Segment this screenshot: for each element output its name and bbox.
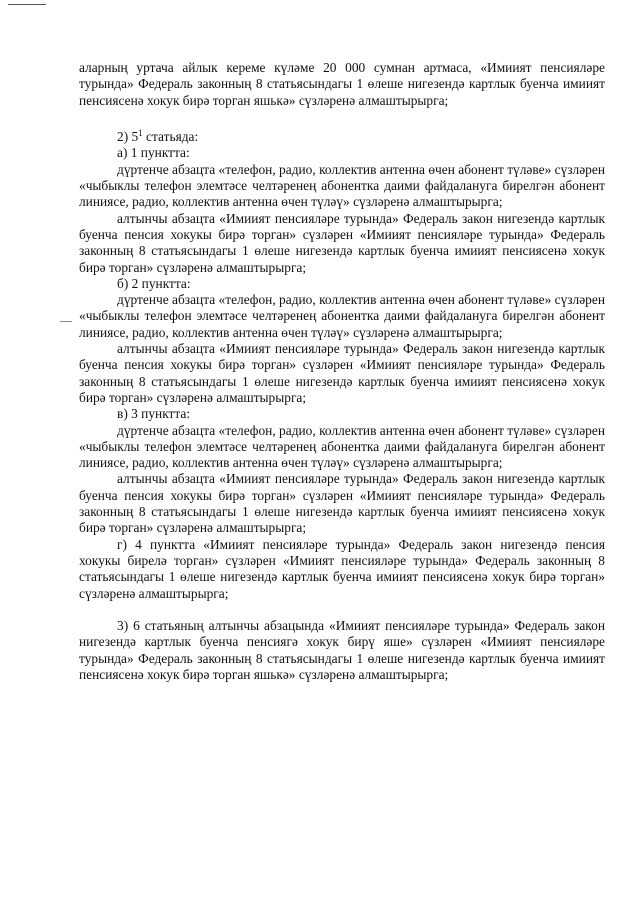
document-body: [79, 60, 605, 683]
subitem-v-paragraph-2: алтынчы абзацта «Имиият пенсияләре турында» Федераль закон нигезендә картлык буенча пенсия хокукы бирә торган» сүзләрен «Имиият пенсияләре турында» Федераль законның 8 статьясындагы 1 өлеше нигезендә картлык буенча имиият пенсиясенә хокук бирә торган» сүзләренә алмаштырырга;: [79, 471, 605, 536]
subitem-g-paragraph: г) 4 пунктта «Имиият пенсияләре турында» Федераль закон нигезендә пенсия хокукы бирелә торган» сүзләрен «Имиият пенсияләре турында» Федераль законның 8 статьясындагы 1 өлеше нигезендә картлык буенча имиият пенсиясенә хокук бирә торган» сүзләренә алмаштырырга;: [79, 536, 605, 601]
item-2-superscript: 1: [138, 128, 143, 139]
top-rule: [8, 4, 46, 5]
item-2-number: 2) 5: [117, 129, 139, 145]
subitem-b-paragraph-2: алтынчы абзацта «Имиият пенсияләре турында» Федераль закон нигезендә картлык буенча пенсия хокукы бирә торган» сүзләрен «Имиият пенсияләре турында» Федераль законның 8 статьясындагы 1 өлеше нигезендә картлык буенча имиият пенсиясенә хокук бирә торган» сүзләренә алмаштырырга;: [79, 341, 605, 405]
spacer: [79, 109, 605, 125]
subitem-v-heading: в) 3 пунктта:: [117, 406, 191, 422]
margin-mark: [60, 321, 72, 322]
subitem-v-paragraph-1: дүртенче абзацта «телефон, радио, коллектив антенна өчен абонент түләве» сүзләрен «чыбыклы телефон элемтәсе челтәренең абонентка даими файдалануга бирелгән абонент линиясе, радио, коллектив антенна өчен түләү» сүзләренә алмаштырырга;: [79, 422, 605, 471]
subitem-b-paragraph-1: дүртенче абзацта «телефон, радио, коллектив антенна өчен абонент түләве» сүзләрен «чыбыклы телефон элемтәсе челтәренең абонентка даими файдалануга бирелгән абонент линиясе, радио, коллектив антенна өчен түләү» сүзләренә алмаштырырга;: [79, 292, 605, 340]
item-2-title: статьяда:: [142, 129, 199, 145]
subitem-b-heading: б) 2 пунктта:: [117, 275, 191, 291]
subitem-a-heading: а) 1 пунктта:: [117, 145, 190, 161]
paragraph-item-3: 3) 6 статьяның алтынчы абзацында «Имиият пенсияләре турында» Федераль закон нигезендә картлык буенча пенсиягә хокук бирү яше» сүзләрен «Имиият пенсияләре турында» Федераль законның 8 статьясындагы 1 өлеше нигезендә картлык буенча имиият пенсиясенә хокук бирә торган яшькә» сүзләренә алмаштырырга;: [79, 618, 605, 682]
paragraph-item-2: [79, 125, 605, 145]
subitem-a-paragraph-1: дүртенче абзацта «телефон, радио, коллектив антенна өчен абонент түләве» сүзләрен «чыбыклы телефон элемтәсе челтәренең абонентка даими файдалануга бирелгән абонент линиясе, радио, коллектив антенна өчен түләү» сүзләренә алмаштырырга;: [79, 161, 605, 210]
spacer: [79, 602, 605, 618]
paragraph-continuation: аларның уртача айлык кереме күләме 20 000 сумнан артмаса, «Имиият пенсияләре турында» Федераль законның 8 статьясындагы 1 өлеше нигезендә картлык буенча имиият пенсиясенә хокук бирә торган яшькә» сүзләренә алмаштырырга;: [79, 60, 605, 108]
subitem-a-paragraph-2: алтынчы абзацта «Имиият пенсияләре турында» Федераль закон нигезендә картлык буенча пенсия хокукы бирә торган» сүзләрен «Имиият пенсияләре турында» Федераль законның 8 статьясындагы 1 өлеше нигезендә картлык буенча имиият пенсиясенә хокук бирә торган» сүзләренә алмаштырырга;: [79, 210, 605, 275]
